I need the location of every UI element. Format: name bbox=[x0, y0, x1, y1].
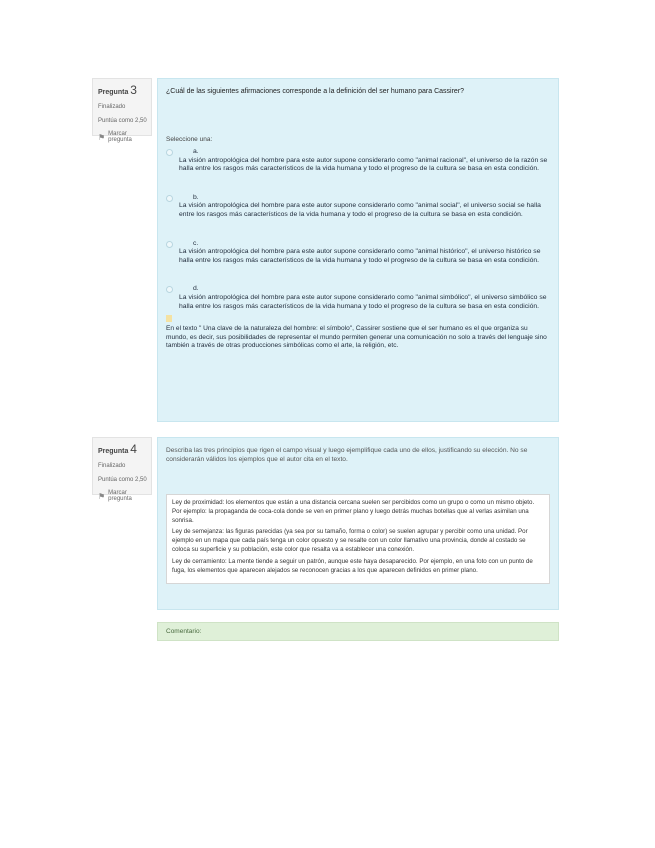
option-c[interactable]: c. La visión antropológica del hombre para este autor supone considerarlo como "animal histórico", el universo histórico se halla entre los rasgos más característicos de la vida humana y todo el progreso de la cultura se basa en esta condición. bbox=[166, 240, 550, 266]
question-3-info bbox=[92, 78, 152, 143]
answer-paragraph: Ley de semejanza: las figuras parecidas (ya sea por su tamaño, forma o color) se suelen agrupar y percibir como una unidad. Por ejemplo en un mapa que cada país tenga un color opuesto y se resalte con un color llamativo una provincia, donde al costado se coloca su superficie y su población, este color que resalta va a establecer una conexión. bbox=[172, 528, 528, 553]
question-score: Puntúa como 2,50 bbox=[98, 118, 147, 124]
radio-button[interactable] bbox=[166, 286, 173, 293]
radio-button[interactable] bbox=[166, 241, 173, 248]
question-number: Pregunta 4 bbox=[98, 442, 137, 456]
flag-question-link[interactable]: ⚑ Marcar pregunta bbox=[98, 490, 132, 502]
answer-paragraph: Ley de proximidad: los elementos que están a una distancia cercana suelen ser percibidos como un grupo o como un mismo objeto. Por ejemplo: la propaganda de coca-cola donde se ven en primer plano y luego detrás muchas botellas que al verlas asimilan una sonrisa. bbox=[172, 499, 535, 524]
question-text: Describa las tres principios que rigen el campo visual y luego ejemplifique cada uno de ellos, justificando su elección. No se considerarán válidos los ejemplos que el autor cita en el texto. bbox=[166, 447, 528, 463]
question-score: Puntúa como 2,50 bbox=[98, 477, 147, 483]
option-b[interactable]: b. La visión antropológica del hombre para este autor supone considerarlo como "animal social", el universo social se halla entre los rasgos más característicos de la vida humana y todo el progreso de la cultura se basa en esta condición. bbox=[166, 194, 550, 220]
flag-question-link[interactable]: ⚑ Marcar pregunta bbox=[98, 131, 132, 143]
flag-icon: ⚑ bbox=[98, 132, 106, 142]
feedback-icon bbox=[166, 315, 172, 322]
question-4-info bbox=[92, 437, 152, 502]
question-3-box bbox=[157, 78, 559, 422]
essay-answer-field[interactable] bbox=[166, 494, 550, 584]
radio-button[interactable] bbox=[166, 195, 173, 202]
feedback-text: En el texto " Una clave de la naturaleza del hombre: el símbolo", Cassirer sostiene que el ser humano es el que organiza su mundo, es decir, sus posibilidades de representar el mundo permiten generar una comunicación no solo a través del lenguaje sino también a través de otras producciones simbólicas como el arte, la religión, etc. bbox=[166, 325, 547, 350]
comment-box: Comentario: bbox=[157, 622, 559, 641]
select-one-label: Seleccione una: bbox=[166, 136, 213, 143]
radio-button[interactable] bbox=[166, 149, 173, 156]
answer-paragraph: Ley de cerramiento: La mente tiende a seguir un patrón, aunque este haya desaparecido. Por ejemplo, en una foto con un punto de fuga, los elementos que aparecen alejados se reconocen gracias a los que aparecen definidos en primer plano. bbox=[172, 557, 533, 574]
question-number: Pregunta 3 bbox=[98, 83, 137, 97]
question-status: Finalizado bbox=[98, 104, 126, 110]
option-a[interactable]: a. La visión antropológica del hombre para este autor supone considerarlo como "animal racional", el universo de la razón se halla entre los rasgos más característicos de la vida humana y todo el progreso de la cultura se basa en esta condición. bbox=[166, 148, 550, 174]
question-text: ¿Cuál de las siguientes afirmaciones corresponde a la definición del ser humano para Cassirer? bbox=[166, 88, 465, 95]
question-4-box bbox=[157, 437, 559, 610]
flag-icon: ⚑ bbox=[98, 491, 106, 501]
option-d[interactable]: d. La visión antropológica del hombre para este autor supone considerarlo como "animal simbólico", el universo simbólico se halla entre los rasgos más característicos de la vida humana y todo el progreso de la cultura se basa en esta condición. bbox=[166, 285, 550, 311]
question-status: Finalizado bbox=[98, 463, 126, 469]
